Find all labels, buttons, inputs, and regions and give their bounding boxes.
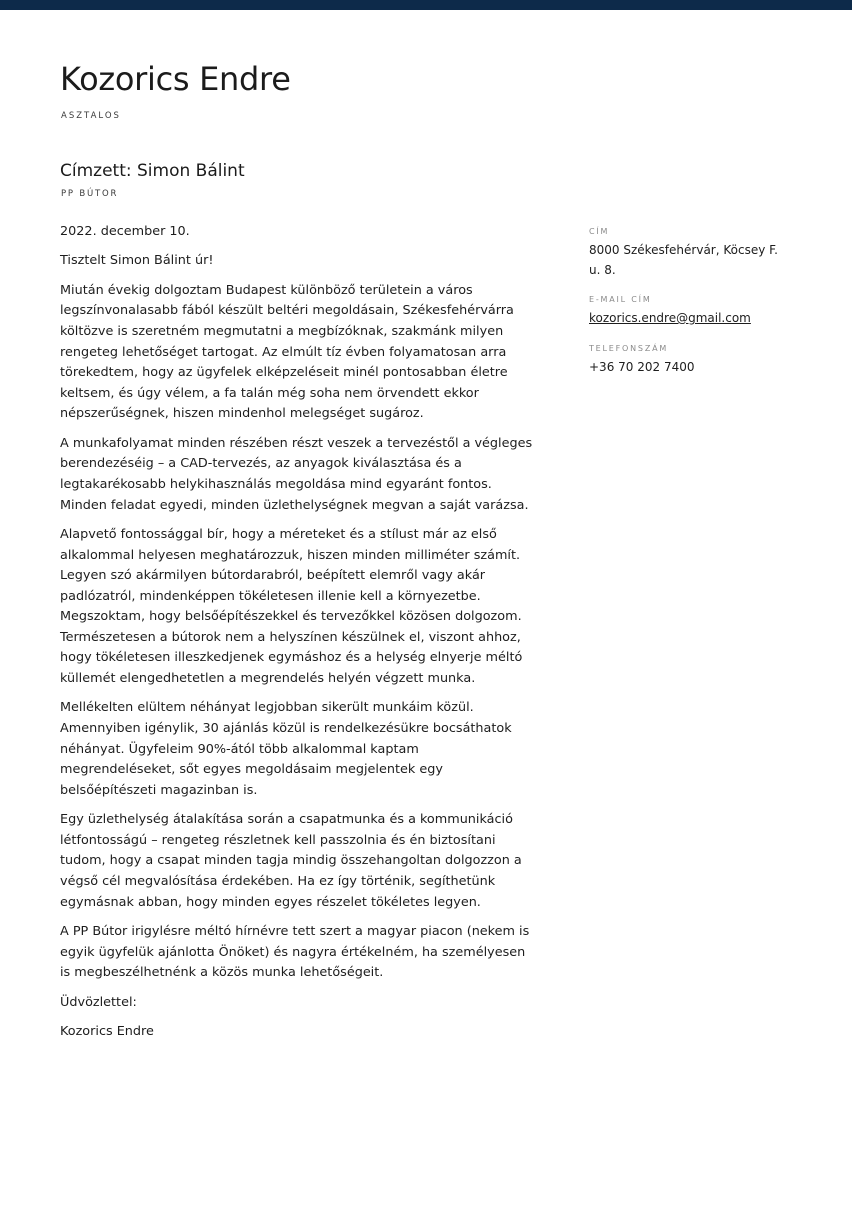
recipient-company: PP BÚTOR (61, 189, 119, 199)
letter-paragraph: A munkafolyamat minden részében részt veszek a tervezéstől a végleges berendezéséig – a CAD-tervezés, az anyagok kiválasztása és a legtakarékosabb helykihasználás megoldása mind egyaránt fontos. Minden feladat egyedi, minden üzlethelységnek megvan a saját varázsa. (60, 435, 533, 513)
letter-paragraph: Alapvető fontossággal bír, hogy a méreteket és a stílust már az első alkalommal helyesen meghatározzuk, hiszen minden milliméter számít. Legyen szó akármilyen bútordarabról, beépített elemről vagy akár padlózatról, mindenképpen tökéletesen illenie kell a környezetbe. Megszoktam, hogy belsőépítészekkel és tervezőkkel közösen dolgozom. Természetesen a bútorok nem a helyszínen készülnek el, viszont ahhoz, hogy tökéletesen illeszkedjenek egymáshoz és a helység elnyerje méltó küllemét elengedhetetlen a megrendelés helyén végzett munka. (60, 526, 523, 687)
applicant-job-title: ASZTALOS (61, 111, 121, 121)
letter-body (60, 222, 534, 1051)
contact-sidebar (589, 227, 779, 392)
letter-date: 2022. december 10. (60, 224, 190, 239)
letter-signature: Kozorics Endre (60, 1023, 154, 1039)
letter-paragraph: Miután évekig dolgoztam Budapest különböző területein a város legszínvonalasabb fából készült beltéri megoldásain, Székesfehérvárra költözve is szeretném megmutatni a megbízóknak, szakmánk milyen rengeteg lehetőséget tartogat. Az elmúlt tíz évben folyamatosan arra törekedtem, hogy az ügyfelek elképzeléseit minél pontosabban életre keltsem, és úgy vélem, a fa talán még soha nem örvendett ekkor népszerűségnek, hiszen mindenhol melegséget sugároz. (60, 282, 514, 422)
top-accent-bar (0, 0, 852, 10)
phone-value: +36 70 202 7400 (589, 359, 695, 374)
letter-closing: Üdvözlettel: (60, 994, 137, 1010)
letter-paragraph: Egy üzlethelység átalakítása során a csapatmunka és a kommunikáció létfontosságú – rengeteg részletnek kell passzolnia és én biztosítani tudom, hogy a csapat minden tagja mindig összehangoltan dolgozzon a végső cél megvalósítása érdekében. Ha ez így történik, segíthetünk egymásnak abban, hogy minden egyes részelet tökéletes legyen. (60, 812, 522, 910)
address-label: CÍM (589, 227, 610, 236)
letter-salutation: Tisztelt Simon Bálint úr! (60, 253, 214, 269)
recipient-line: Címzett: Simon Bálint (60, 161, 245, 181)
email-link[interactable]: kozorics.endre@gmail.com (589, 311, 751, 325)
email-label: E-MAIL CÍM (589, 295, 652, 304)
address-value: 8000 Székesfehérvár, Köcsey F. u. 8. (589, 243, 778, 277)
applicant-name: Kozorics Endre (60, 60, 291, 98)
phone-label: TELEFONSZÁM (589, 343, 669, 353)
letter-paragraph: A PP Bútor irigylésre méltó hírnévre tett szert a magyar piacon (nekem is egyik ügyfelük ajánlotta Önöket) és nagyra értékelném, ha személyesen is megbeszélhetnénk a közös munka lehetőségeit. (60, 923, 530, 981)
letter-paragraph: Mellékelten elültem néhányat legjobban sikerült munkáim közül. Amennyiben igénylik, 30 ajánlás közül is rendelkezésükre bocsáthatok néhányat. Ügyfeleim 90%-ától több alkalommal kaptam megrendeléseket, sőt egyes megoldásaim megjelentek egy belsőépítészeti magazinban is. (60, 700, 512, 798)
